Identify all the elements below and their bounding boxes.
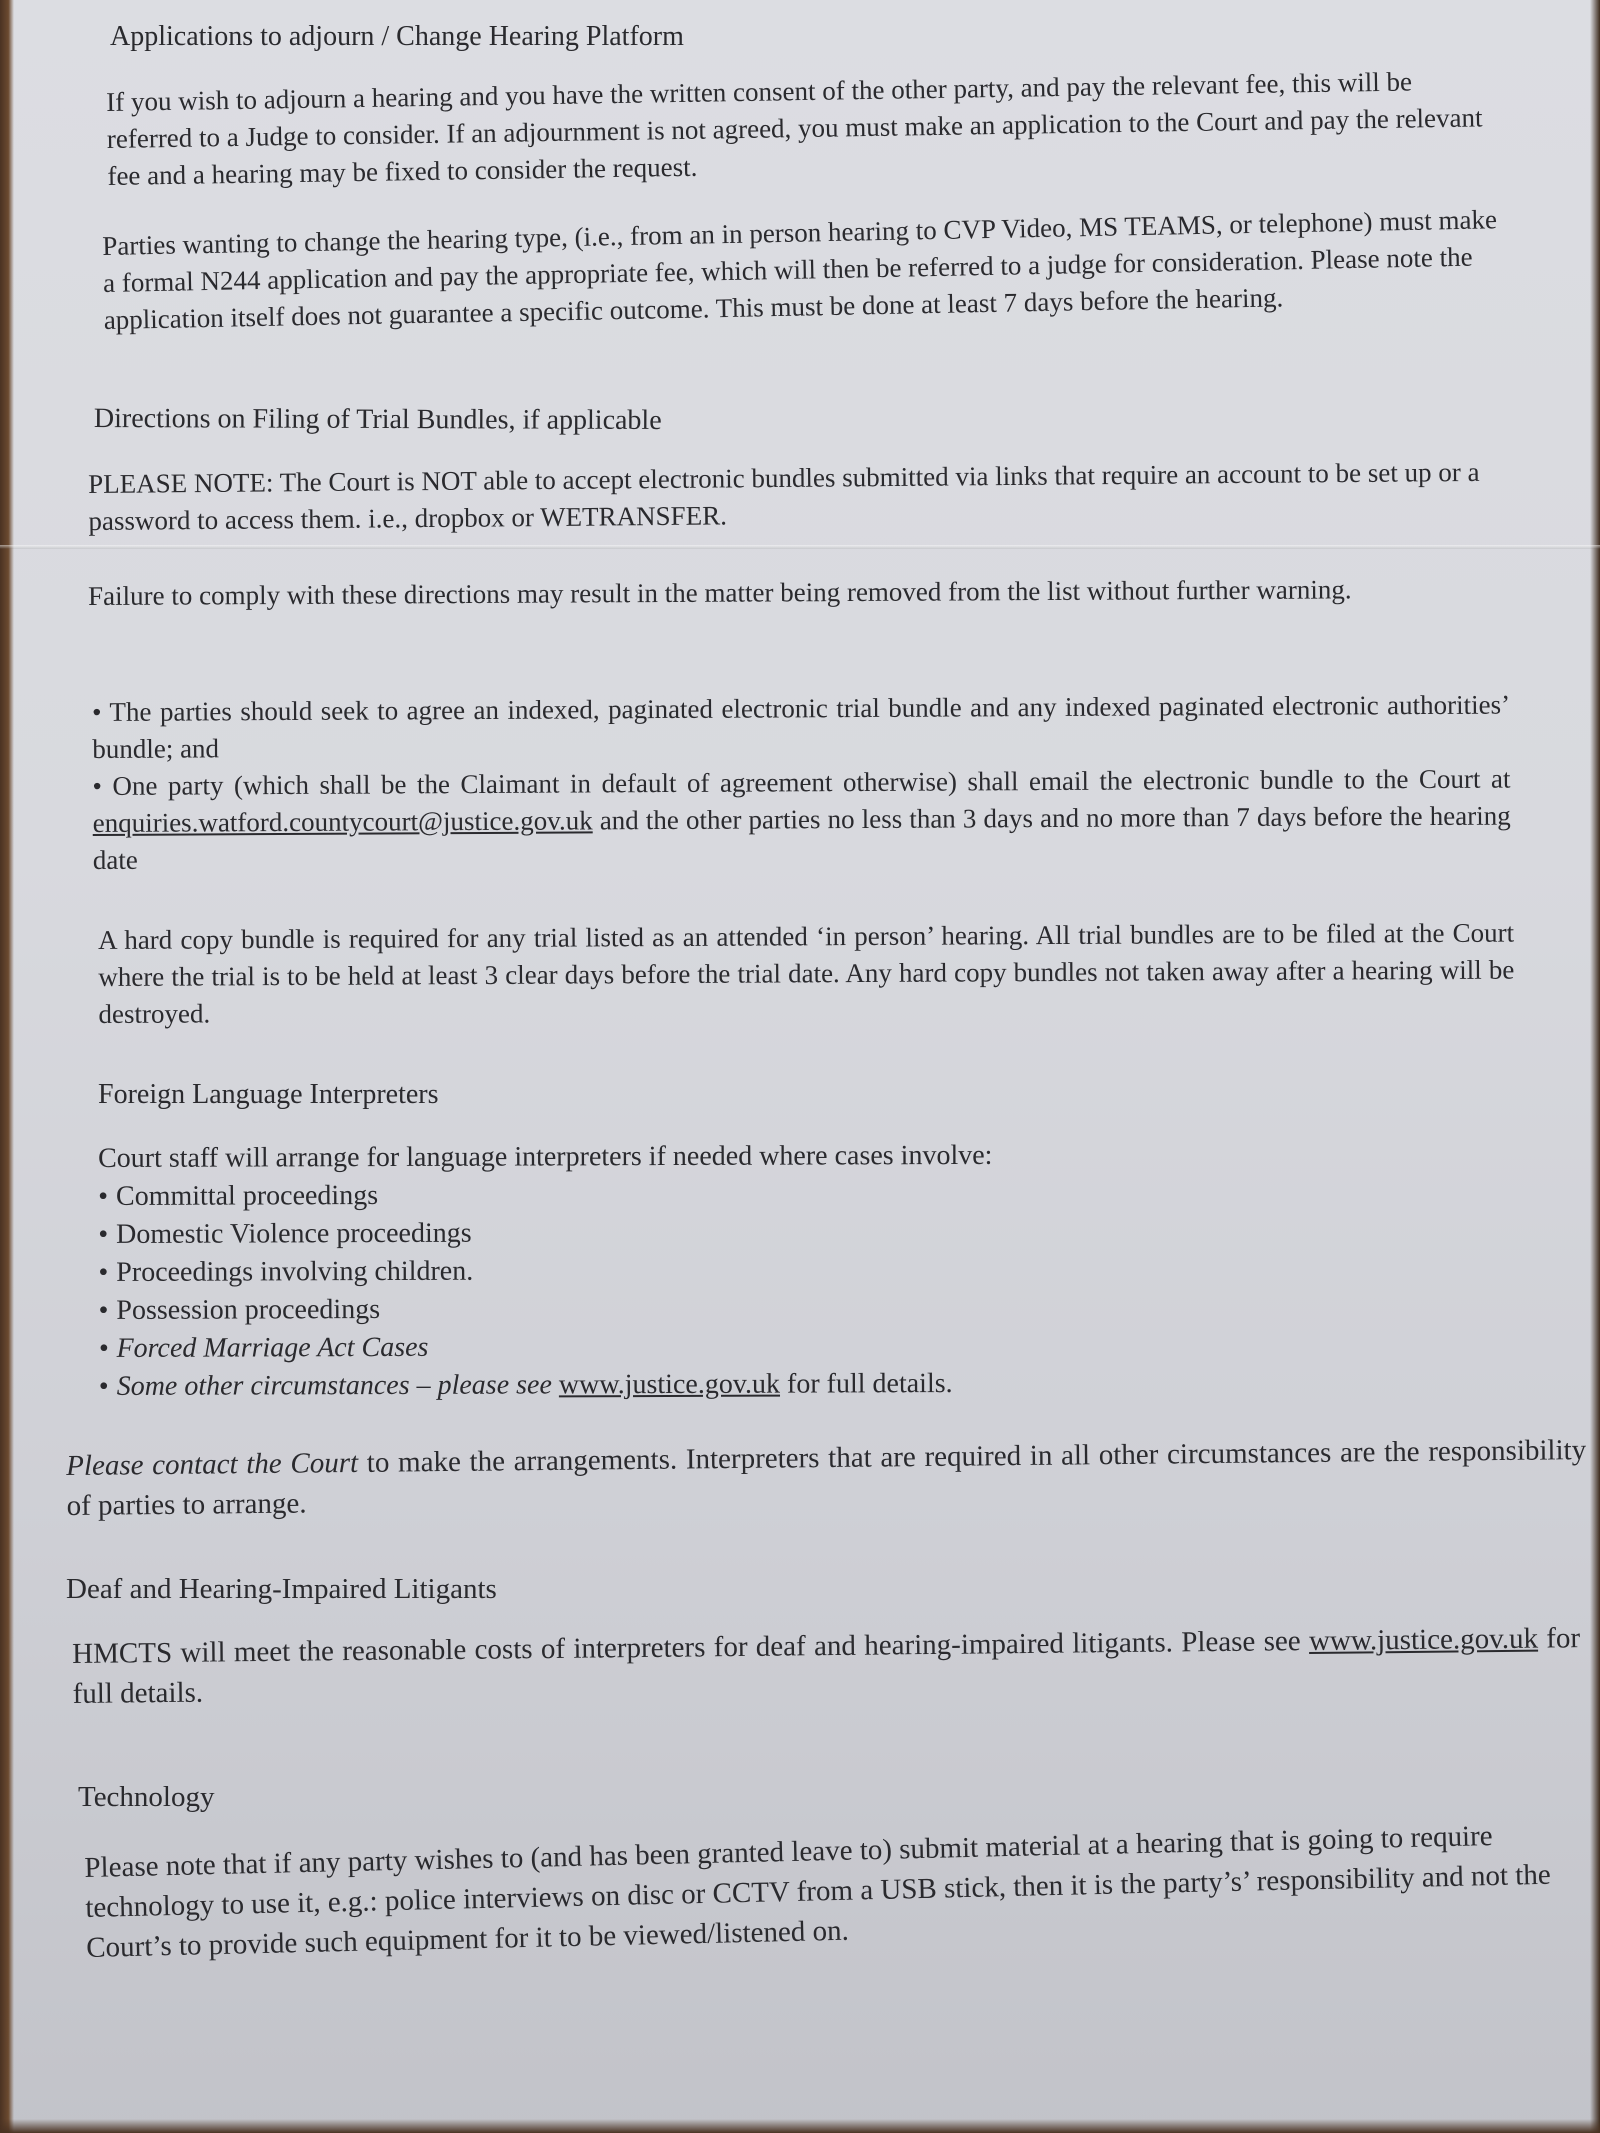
bundle-directions-list xyxy=(92,687,1511,879)
list-item: • Committal proceedings xyxy=(98,1173,1498,1216)
paragraph-deaf-litigants: HMCTS will meet the reasonable costs of interpreters for deaf and hearing-impaired litigants. Please see www.justice.gov.uk for full details. xyxy=(72,1622,1581,1710)
page-edge-right xyxy=(1590,0,1600,2133)
paragraph-technology: Please note that if any party wishes to (and has been granted leave to) submit material at a hearing that is going to require technology to use it, e.g.: police interviews on disc or CCTV from a USB stick, then it is the party’s’ responsibility and not the Court’s to provide such equipment for it to be viewed/listened on. xyxy=(84,1820,1551,1964)
bullet-email-bundle: • One party (which shall be the Claimant in default of agreement otherwise) shall email the electronic bundle to the Court at enquiries.watford.countycourt@justice.gov.uk and the other parties no less than 3 days and no more than 7 days before the hearing date xyxy=(92,763,1511,875)
paper-fold-line xyxy=(0,545,1600,549)
bullet-dot: • xyxy=(92,770,113,801)
justice-gov-link[interactable]: www.justice.gov.uk xyxy=(1308,1622,1539,1658)
list-item: • Proceedings involving children. xyxy=(98,1249,1498,1292)
interpreters-list-block xyxy=(98,1135,1499,1406)
heading-deaf-litigants: Deaf and Hearing-Impaired Litigants xyxy=(66,1573,497,1605)
heading-technology: Technology xyxy=(78,1781,215,1813)
list-item: • Possession proceedings xyxy=(99,1287,1499,1330)
paragraph-please-note-links: PLEASE NOTE: The Court is NOT able to accept electronic bundles submitted via links that require an account to be set up or a password to access them. i.e., dropbox or WETRANSFER. xyxy=(88,456,1480,536)
justice-gov-link[interactable]: www.justice.gov.uk xyxy=(558,1368,781,1401)
interpreters-intro: Court staff will arrange for language interpreters if needed where cases involve: xyxy=(98,1139,993,1174)
bullet-dot: • xyxy=(92,696,110,727)
paragraph-failure-to-comply: Failure to comply with these directions may result in the matter being removed from the list without further warning. xyxy=(88,574,1352,611)
interpreters-cases-list xyxy=(98,1173,1499,1406)
page-edge-bottom xyxy=(0,2119,1600,2133)
heading-trial-bundles: Directions on Filing of Trial Bundles, if applicable xyxy=(93,403,662,436)
list-item-other-circumstances: • Some other circumstances – please see www.justice.gov.uk for full details. xyxy=(99,1363,1499,1406)
paragraph-contact-court: Please contact the Court to make the arrangements. Interpreters that are required in all other circumstances are the responsibility of parties to arrange. xyxy=(66,1434,1587,1522)
court-email-link[interactable]: enquiries.watford.countycourt@justice.gov.uk xyxy=(92,805,593,838)
paragraph-change-hearing-type: Parties wanting to change the hearing type, (i.e., from an in person hearing to CVP Video, MS TEAMS, or telephone) must make a formal N244 application and pay the appropriate fee, which will then be referred to a judge for consideration. Please note the application itself does not guarantee a specific outcome. This must be done at least 7 days before the hearing. xyxy=(102,204,1498,335)
bullet-agree-bundle: • The parties should seek to agree an indexed, paginated electronic trial bundle and any indexed paginated electronic authorities’ bundle; and xyxy=(92,689,1511,764)
list-item: • Domestic Violence proceedings xyxy=(98,1211,1498,1254)
page-edge-left xyxy=(0,0,14,2133)
list-item: • Forced Marriage Act Cases xyxy=(99,1325,1499,1368)
heading-adjourn: Applications to adjourn / Change Hearing Platform xyxy=(110,21,684,52)
paragraph-hard-copy-bundle: A hard copy bundle is required for any trial listed as an attended ‘in person’ hearing. All trial bundles are to be filed at the Court where the trial is to be held at least 3 clear days before the trial date. Any hard copy bundles not taken away after a hearing will be destroyed. xyxy=(98,917,1515,1029)
paragraph-adjourn-consent: If you wish to adjourn a hearing and you have the written consent of the other party, and pay the relevant fee, this will be referred to a Judge to consider. If an adjournment is not agreed, you must make an application to the Court and pay the relevant fee and a hearing may be fixed to consider the request. xyxy=(106,66,1483,191)
heading-foreign-language-interpreters: Foreign Language Interpreters xyxy=(98,1079,439,1110)
